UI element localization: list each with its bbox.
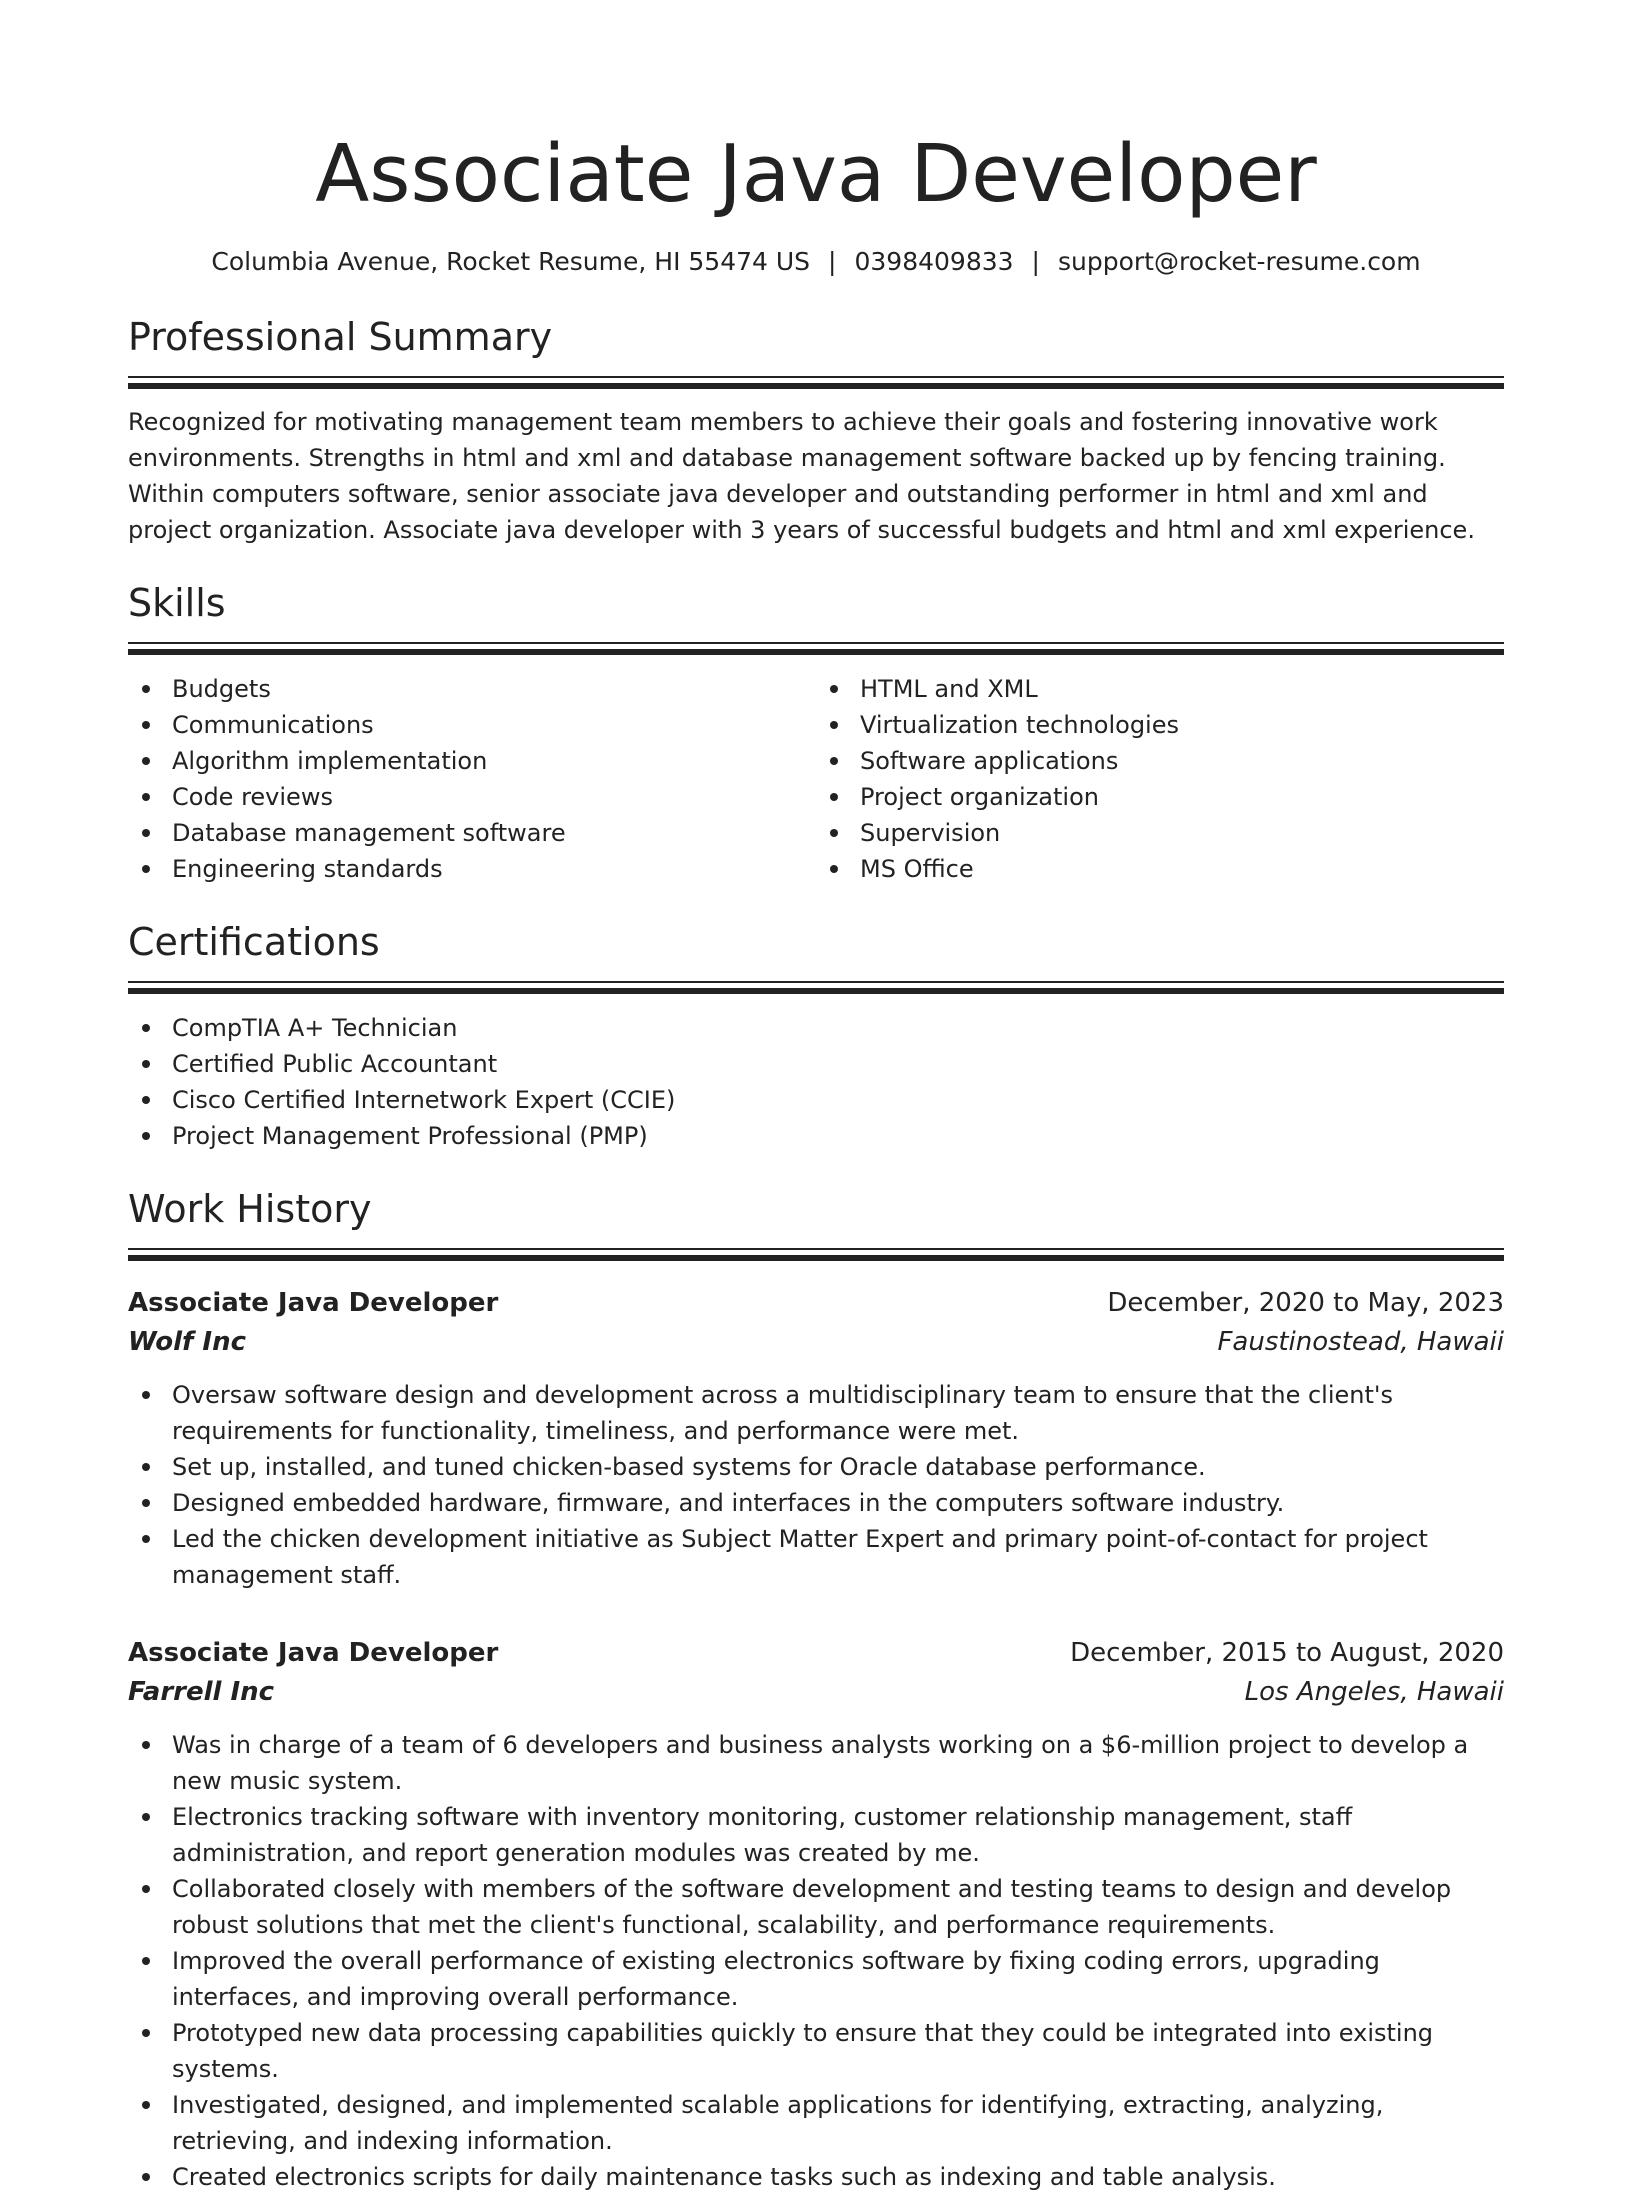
certification-item: Project Management Professional (PMP) <box>128 1118 1504 1154</box>
summary-section <box>128 312 1504 548</box>
skill-item: Software applications <box>816 743 1504 779</box>
skill-item: Database management software <box>128 815 816 851</box>
job-bullet: Collaborated closely with members of the software development and testing teams to design and develop robust solutions that met the client's functional, scalability, and performance requirements. <box>128 1871 1504 1943</box>
job-title: Associate Java Developer <box>128 1638 499 1668</box>
job-location: Faustinostead, Hawaii <box>1217 1327 1504 1357</box>
skill-item: Communications <box>128 707 816 743</box>
job-bullet: Improved the overall performance of existing electronics software by fixing coding errors, upgrading interfaces, and improving overall performance. <box>128 1943 1504 2015</box>
job-title: Associate Java Developer <box>128 1288 499 1318</box>
certifications-heading: Certifications <box>128 920 380 964</box>
certifications-list <box>128 1010 1504 1154</box>
summary-heading: Professional Summary <box>128 315 553 359</box>
skills-list-right <box>816 671 1504 887</box>
skill-item: Supervision <box>816 815 1504 851</box>
job-company: Wolf Inc <box>128 1327 246 1357</box>
contact-phone: 0398409833 <box>854 247 1014 276</box>
skill-item: Code reviews <box>128 779 816 815</box>
skill-item: HTML and XML <box>816 671 1504 707</box>
certification-item: Certified Public Accountant <box>128 1046 1504 1082</box>
job-bullet: Was in charge of a team of 6 developers and business analysts working on a $6-million project to develop a new music system. <box>128 1727 1504 1799</box>
certification-item: Cisco Certified Internetwork Expert (CCIE) <box>128 1082 1504 1118</box>
contact-line <box>128 242 1504 282</box>
work-history-section <box>128 1184 1504 2195</box>
job-bullet: Oversaw software design and development across a multidisciplinary team to ensure that the client's requirements for functionality, timeliness, and performance were met. <box>128 1377 1504 1449</box>
job-bullet: Investigated, designed, and implemented scalable applications for identifying, extracting, analyzing, retrieving, and indexing information. <box>128 2087 1504 2159</box>
job-bullet: Set up, installed, and tuned chicken-based systems for Oracle database performance. <box>128 1449 1504 1485</box>
skill-item: Project organization <box>816 779 1504 815</box>
section-divider <box>128 642 1504 655</box>
skill-item: Virtualization technologies <box>816 707 1504 743</box>
skill-item: Engineering standards <box>128 851 816 887</box>
job-company: Farrell Inc <box>128 1677 275 1707</box>
job-company-row <box>128 1673 1504 1711</box>
certifications-section <box>128 917 1504 1154</box>
section-divider <box>128 376 1504 389</box>
job-entry <box>128 1283 1504 1593</box>
contact-separator: | <box>1031 247 1040 276</box>
job-header-row <box>128 1283 1504 1323</box>
contact-separator: | <box>828 247 837 276</box>
section-divider <box>128 1248 1504 1261</box>
work-history-heading: Work History <box>128 1187 372 1231</box>
job-header-row <box>128 1633 1504 1673</box>
resume-title: Associate Java Developer <box>315 128 1317 220</box>
skills-heading: Skills <box>128 581 226 625</box>
skills-grid <box>128 671 1504 887</box>
job-location: Los Angeles, Hawaii <box>1244 1677 1504 1707</box>
job-company-row <box>128 1323 1504 1361</box>
job-bullets <box>128 1377 1504 1593</box>
job-bullet: Led the chicken development initiative as Subject Matter Expert and primary point-of-contact for project management staff. <box>128 1521 1504 1593</box>
job-bullet: Created electronics scripts for daily maintenance tasks such as indexing and table analysis. <box>128 2159 1504 2195</box>
summary-text: Recognized for motivating management team members to achieve their goals and fostering innovative work environments. Strengths in html and xml and database management software backed up by fencing training. Within computers software, senior associate java developer and outstanding performer in html and xml and project organization. Associate java developer with 3 years of successful budgets and html and xml experience. <box>128 408 1475 544</box>
skill-item: Algorithm implementation <box>128 743 816 779</box>
skill-item: Budgets <box>128 671 816 707</box>
job-bullet: Designed embedded hardware, firmware, and interfaces in the computers software industry. <box>128 1485 1504 1521</box>
job-bullet: Prototyped new data processing capabilities quickly to ensure that they could be integrated into existing systems. <box>128 2015 1504 2087</box>
section-divider <box>128 981 1504 994</box>
contact-email: support@rocket-resume.com <box>1057 247 1421 276</box>
skills-section <box>128 578 1504 887</box>
skill-item: MS Office <box>816 851 1504 887</box>
job-bullet: Electronics tracking software with inventory monitoring, customer relationship management, staff administration, and report generation modules was created by me. <box>128 1799 1504 1871</box>
job-entry <box>128 1633 1504 2195</box>
contact-address: Columbia Avenue, Rocket Resume, HI 55474 US <box>211 247 811 276</box>
job-dates: December, 2015 to August, 2020 <box>1070 1638 1504 1668</box>
job-bullets <box>128 1727 1504 2195</box>
certification-item: CompTIA A+ Technician <box>128 1010 1504 1046</box>
job-dates: December, 2020 to May, 2023 <box>1107 1288 1504 1318</box>
skills-list-left <box>128 671 816 887</box>
